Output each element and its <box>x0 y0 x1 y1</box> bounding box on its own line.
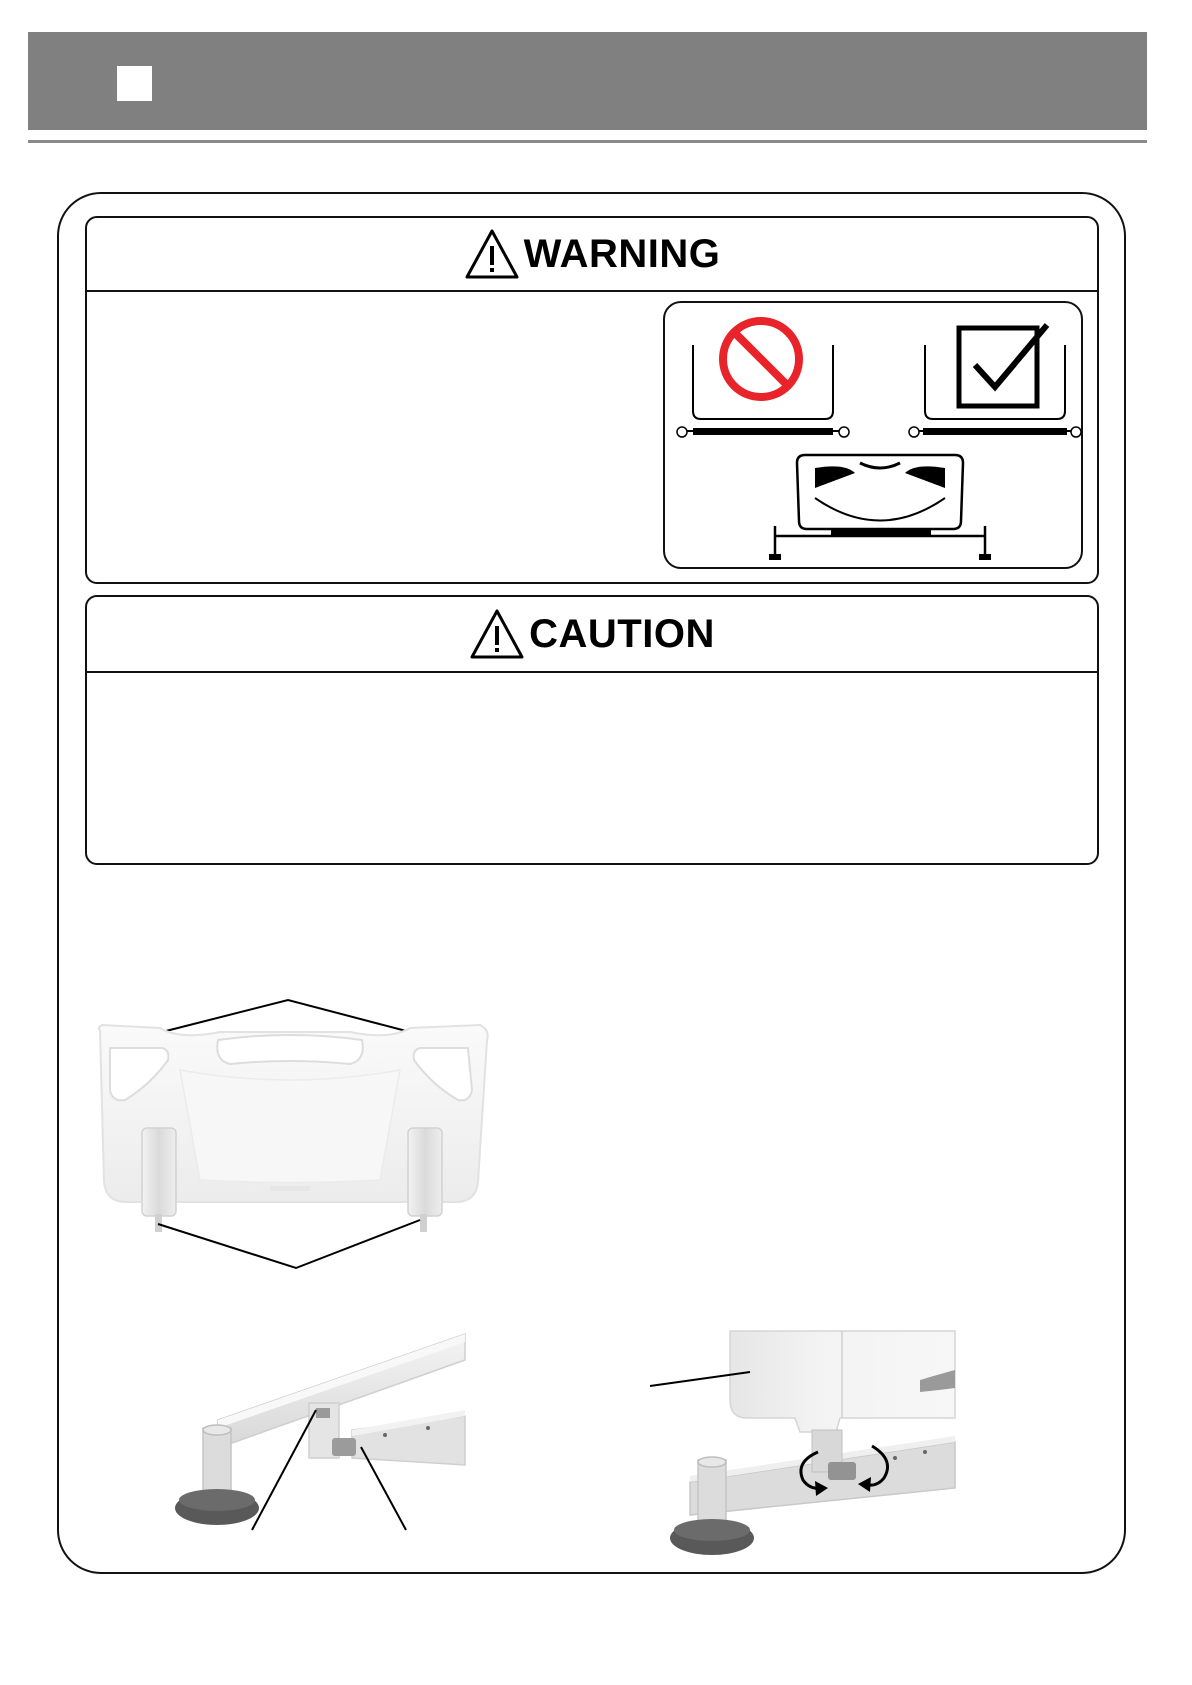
warning-title: WARNING <box>523 231 721 276</box>
caution-title: CAUTION <box>529 611 715 656</box>
